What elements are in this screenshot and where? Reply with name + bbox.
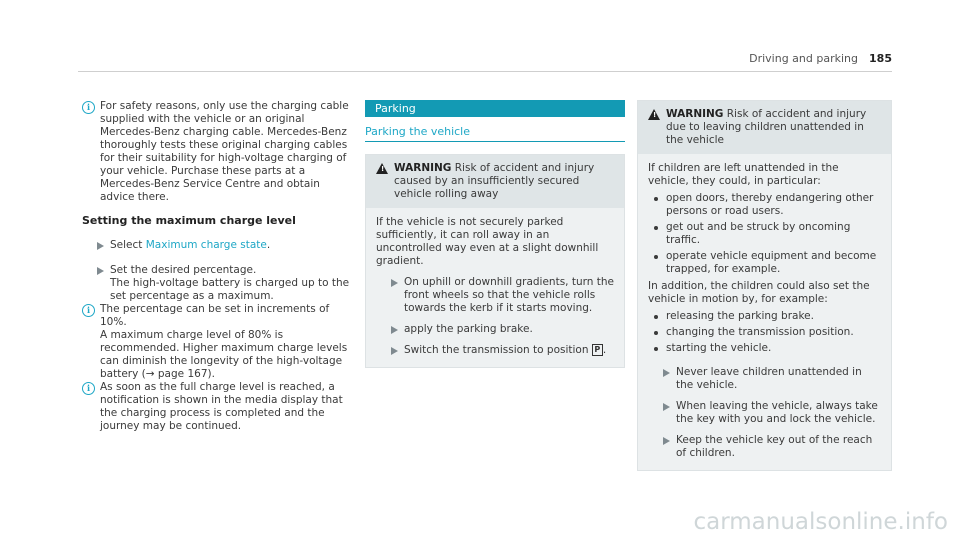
warning-label: WARNING [666, 108, 724, 120]
warning-body [366, 208, 624, 367]
park-position-icon: P [592, 344, 603, 356]
warning-box-children [637, 100, 892, 471]
info-icon: i [82, 382, 95, 395]
step-text: Never leave children unattended in the vehicle. [676, 366, 862, 391]
step-text: When leaving the vehicle, always take the key with you and lock the vehicle. [676, 400, 878, 425]
page-number: 185 [869, 52, 892, 65]
watermark-text: carmanualsonline.info [693, 509, 948, 535]
info-icon: i [82, 101, 95, 114]
step-text: apply the parking brake. [404, 323, 533, 335]
warning-exclamation-icon: ! [653, 111, 657, 119]
warning-header [366, 155, 624, 208]
header-section-title: Driving and parking [749, 52, 858, 65]
column-parking [365, 100, 625, 368]
warning-box-rolling [365, 154, 625, 368]
warning-heading-text: Risk of accident and injury due to leaving children unattended in the vehicle [666, 108, 867, 146]
step-detail: The high-voltage battery is charged up to the set percentage as a maximum. [110, 277, 350, 302]
step-arrow-icon [391, 279, 398, 287]
step-take-key [648, 400, 881, 426]
note-increments [82, 303, 350, 381]
subheading-max-charge: Setting the maximum charge level [82, 214, 296, 227]
list-item: get out and be struck by oncoming traffic. [648, 221, 881, 247]
header-divider [78, 71, 892, 72]
note-safety [82, 100, 350, 204]
warning-body [638, 154, 891, 470]
subsection-title-parking-vehicle: Parking the vehicle [365, 125, 625, 142]
step-text: Switch the transmission to position [404, 344, 592, 356]
step-text-suffix: . [266, 239, 271, 251]
section-title-parking: Parking [365, 100, 625, 117]
step-arrow-icon [391, 347, 398, 355]
step-text: Set the desired percentage. [110, 264, 257, 276]
step-arrow-icon [97, 267, 104, 275]
motion-list [648, 310, 881, 355]
column-charging [82, 100, 350, 433]
step-arrow-icon [391, 326, 398, 334]
note-safety-text: For safety reasons, only use the charging cable supplied with the vehicle or an original Mercedes-Benz charging cable. Mercedes-Benz thoroughly tests these original charging cables for their suitability for high-voltage charging of your vehicle. Purchase these parts at a Mercedes-Benz Service Centre and obtain advice there. [100, 100, 349, 203]
warning-intro: If children are left unattended in the vehicle, they could, in particular: [648, 162, 839, 187]
step-text-suffix: . [602, 344, 607, 356]
list-item: operate vehicle equipment and become trapped, for example. [648, 250, 881, 276]
note-increments-text: The percentage can be set in increments of 10%. [100, 303, 330, 328]
step-transmission-p [376, 344, 614, 357]
step-arrow-icon [97, 242, 104, 250]
step-select-max-charge [82, 239, 350, 252]
step-turn-wheels [376, 276, 614, 315]
step-keep-key [648, 434, 881, 460]
warning-intro-2: In addition, the children could also set the vehicle in motion by, for example: [648, 280, 870, 305]
info-icon: i [82, 304, 95, 317]
step-text: Keep the vehicle key out of the reach of children. [676, 434, 873, 459]
warning-body-text: If the vehicle is not securely parked sufficiently, it can roll away in an uncontrolled way even at a slight downhill gradient. [376, 216, 599, 267]
note-recommendation-text: A maximum charge level of 80% is recommended. Higher maximum charge levels can diminish the longevity of the high-voltage battery (→ page 167). [100, 329, 348, 380]
list-item: open doors, thereby endangering other persons or road users. [648, 192, 881, 218]
step-set-percentage [82, 264, 350, 303]
warning-heading-text: Risk of accident and injury caused by an insufficiently secured vehicle rolling away [394, 162, 595, 200]
list-item: releasing the parking brake. [648, 310, 881, 323]
step-arrow-icon [663, 437, 670, 445]
step-never-leave [648, 366, 881, 392]
column-children-warning [637, 100, 892, 471]
step-text: On uphill or downhill gradients, turn the front wheels so that the vehicle rolls towards the kerb if it starts moving. [404, 276, 614, 314]
maximum-charge-state-link[interactable]: Maximum charge state [145, 239, 267, 251]
list-item: changing the transmission position. [648, 326, 881, 339]
warning-label: WARNING [394, 162, 452, 174]
warning-header [638, 101, 891, 154]
warning-exclamation-icon: ! [381, 165, 385, 173]
page-header [78, 52, 892, 72]
note-full-charge [82, 381, 350, 433]
step-parking-brake [376, 323, 614, 336]
step-arrow-icon [663, 369, 670, 377]
list-item: starting the vehicle. [648, 342, 881, 355]
note-full-charge-text: As soon as the full charge level is reached, a notification is shown in the media display that the charging process is completed and the journey may be continued. [100, 381, 343, 432]
step-arrow-icon [663, 403, 670, 411]
step-text: Select [110, 239, 146, 251]
danger-list [648, 192, 881, 276]
